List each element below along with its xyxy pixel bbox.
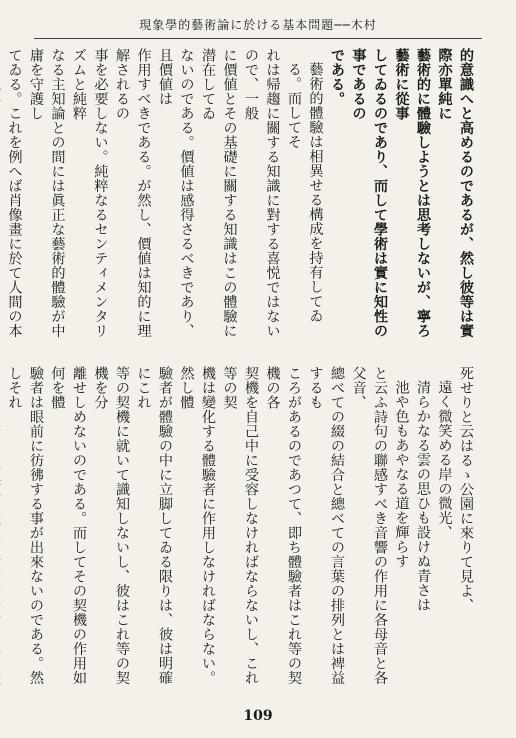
page-body [6, 48, 476, 694]
text-column: れは帰趨に關する知識に對する喜悦ではないので、一般 [243, 48, 281, 338]
text-column: 機は變化する體驗者に作用しなければならない。然し體 [178, 366, 216, 685]
text-column: と云ふ詩句の聯感すべき音響の作用に各母音と各父音、 [350, 366, 388, 685]
text-column: 離せしめないのである。而してその契機の作用如何を體 [49, 366, 87, 685]
text-column: 遠く微笑める岸の微光、 [436, 380, 453, 540]
text-column: 藝術的體驗は相異せる構成を持有してゐる。而してそ [286, 62, 324, 324]
lower-text-block [6, 366, 476, 694]
text-column: 總べての綴の結合と總べての言葉の排列とは裨益するも [307, 366, 345, 685]
text-column: してゐるのであり、而して學術は實に知性の事であるの [350, 48, 388, 338]
text-column: てゐる。これを例へば肖像畫に於て人間の本 [6, 48, 23, 338]
text-column: 驗者は眼前に彷彿する事が出來ないのである。然しそれ [6, 366, 44, 685]
text-column: 驗者が體驗の中に立脚してゐる限りは、彼は明確にこれ [135, 366, 173, 685]
text-column: ころがあるのであつて、即ち體驗者はこれ等の契機の各 [264, 366, 302, 685]
text-column: 死せりと云はるゝ公園に來りて見よ、 [458, 366, 474, 613]
text-column: 契機を自己中に受容しなければならないし、これ等の契 [221, 366, 259, 685]
upper-text-block [6, 48, 476, 348]
running-header [40, 16, 476, 32]
text-column [0, 366, 3, 694]
text-column: 的意識へと高めるのであるが、然し彼等は實際亦單純に [436, 48, 474, 338]
text-column: なる主知論との間には眞正な藝術的體驗が中庸を守護し [28, 48, 66, 338]
text-column: 清らかなる雲の思ひも設けぬ青さは [415, 380, 431, 613]
text-column: 藝術的に體驗しようとは思考しないが、寧ろ藝術に從事 [393, 48, 431, 338]
text-column: に價値とその基礎に關する知識はこの體驗に潜在してゐ [200, 48, 238, 338]
running-title: 現象學的藝術論に於ける基本問題──木村 [139, 17, 377, 32]
header-rule [34, 38, 482, 39]
page-number: 109 [243, 708, 273, 724]
text-column: 作用すべきである。が然し、價値は知的に理解されるの [114, 48, 152, 338]
text-column: 池や色もあやなる道を輝らす [393, 380, 410, 569]
text-column: である。 [329, 48, 345, 106]
text-column: 事を必要しない。純粹なるセンティメンタリズムと純粹 [71, 48, 109, 338]
text-column: ないのである。價値は感得さるべきであり、且價値は [157, 48, 195, 338]
text-column: 等の契機に就いて識知しないし、彼はこれ等の契機を分 [92, 366, 130, 685]
